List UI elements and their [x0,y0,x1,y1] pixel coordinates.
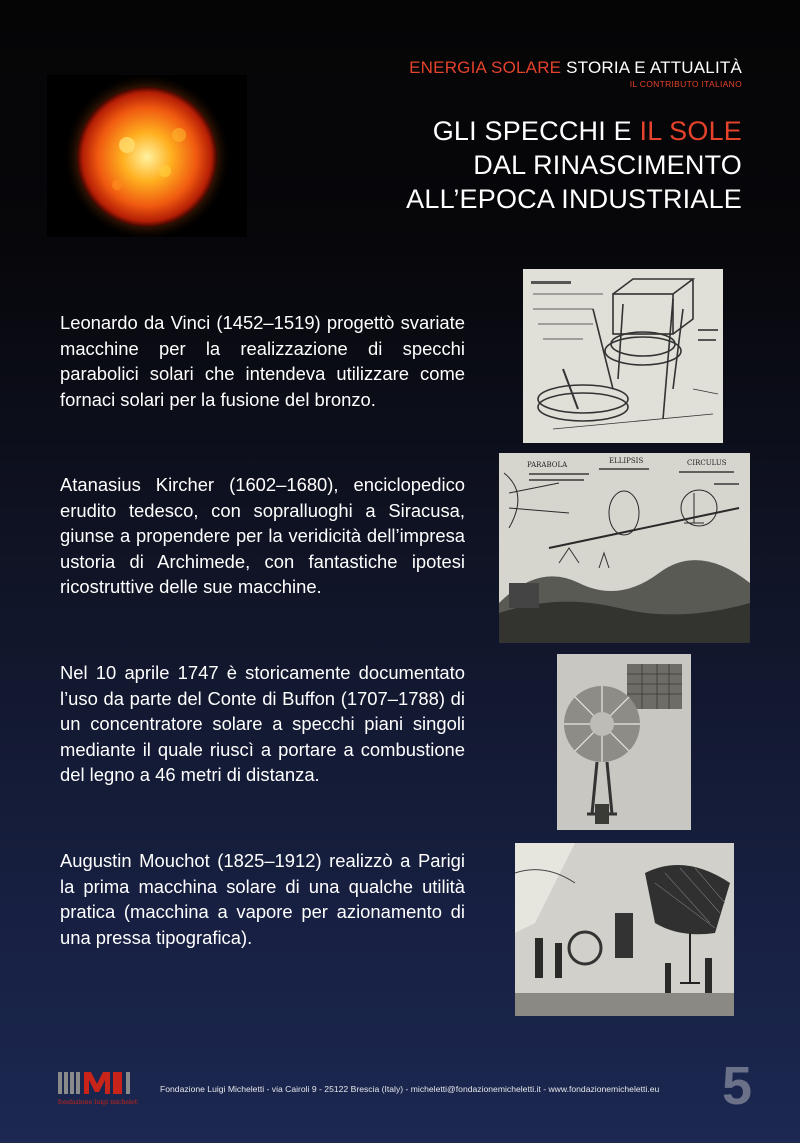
mouchot-machine-image [515,843,734,1016]
title-line-2: DAL RINASCIMENTO [473,150,742,180]
sun-image [47,75,247,237]
series-title-accent: ENERGIA SOLARE [409,58,562,77]
leonardo-sketch-image [523,269,723,443]
series-title-rest: STORIA E ATTUALITÀ [561,58,742,77]
footer-address: Fondazione Luigi Micheletti - via Cairoli 9 - 25122 Brescia (Italy) - micheletti@fondazionemicheletti.it - www.fondazionemicheletti.eu [160,1084,660,1094]
paragraph-kircher: Atanasius Kircher (1602–1680), enciclopedico erudito tedesco, con sopralluoghi a Siracusa, giunse a propendere per la veridicità dell’impresa ustoria di Archimede, con fantastiche ipotesi ricostruttive delle sue macchine. [60,474,465,597]
page-title [406,114,742,216]
kircher-engraving-image [499,453,750,643]
engraving-label-circulus: CIRCULUS [687,459,727,467]
engraving-label-parabola: PARABOLA [527,461,568,469]
paragraph-buffon: Nel 10 aprile 1747 è storicamente documentato l’uso da parte del Conte di Buffon (1707–1788) di un concentratore solare a specchi piani singoli mediante il quale riuscì a portare a combustione del legno a 46 metri di distanza. [60,662,465,785]
series-header [409,58,742,89]
foundation-logo [58,1068,138,1110]
page-number: 5 [722,1056,753,1116]
paragraph-mouchot: Augustin Mouchot (1825–1912) realizzò a Parigi la prima macchina solare di una qualche utilità pratica (macchina a vapore per azionamento di una pressa tipografica). [60,850,465,948]
buffon-concentrator-image [557,654,691,830]
title-line-1-accent: IL SOLE [639,116,742,146]
engraving-label-ellipsis: ELLIPSIS [609,457,644,465]
paragraph-leonardo: Leonardo da Vinci (1452–1519) progettò svariate macchine per la realizzazione di specchi parabolici solari che intendeva utilizzare come fornaci solari per la fusione del bronzo. [60,312,465,410]
series-subtitle: IL CONTRIBUTO ITALIANO [629,79,742,89]
title-line-1 [406,114,742,148]
series-title [409,58,742,78]
logo-caption: fondazione luigi micheletti [58,1099,138,1106]
title-line-1-start: GLI SPECCHI E [432,116,640,146]
title-line-3: ALL’EPOCA INDUSTRIALE [406,184,742,214]
